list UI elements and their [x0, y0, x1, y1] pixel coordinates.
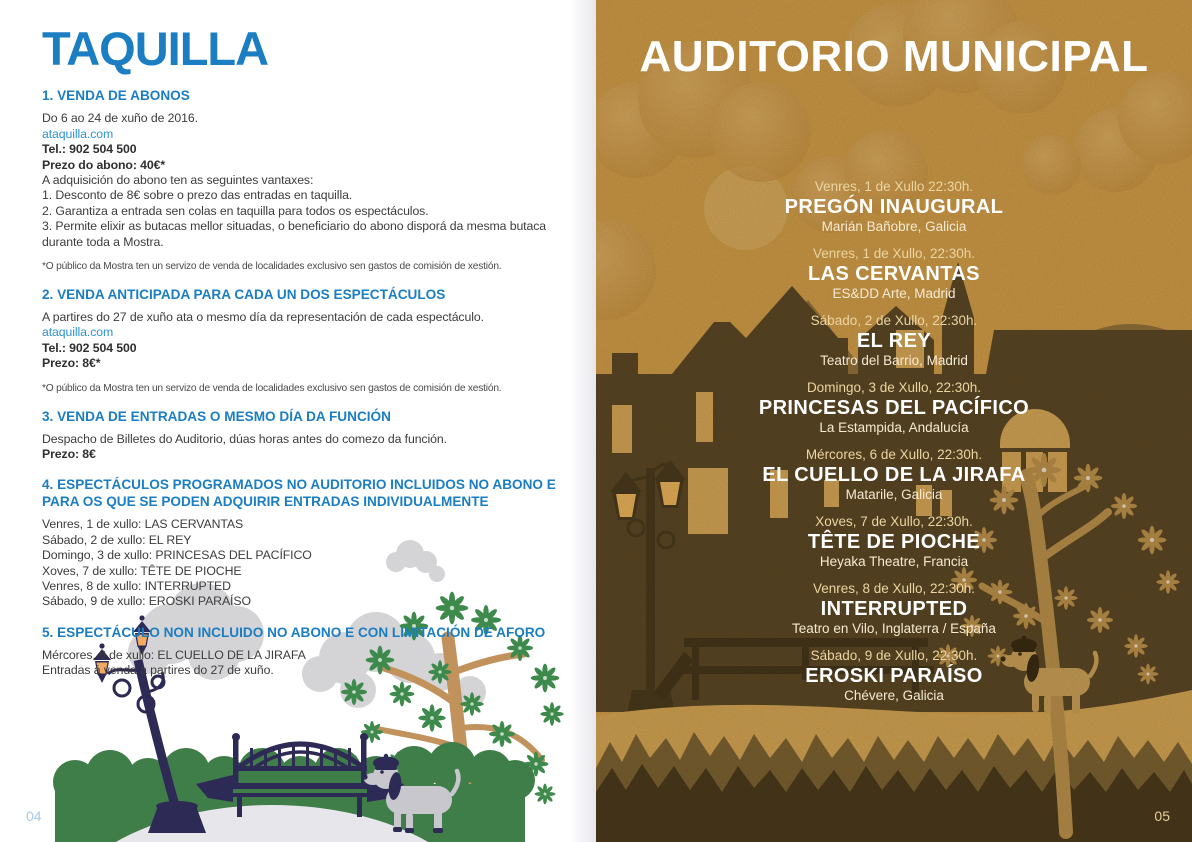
event-company: La Estampida, Andalucía	[819, 420, 969, 435]
text-line: 2. Garantiza a entrada sen colas en taquilla para todos os espectáculos.	[42, 203, 429, 218]
text-line: A partires do 27 de xuño ata o mesmo día da representación de cada espectáculo.	[42, 309, 484, 324]
phone-line: Tel.: 902 504 500	[42, 142, 137, 157]
text-line: Entradas á venda a partires do 27 de xuño.	[42, 663, 274, 678]
price-line: Prezo do abono: 40€*	[42, 157, 166, 172]
page-number-right: 05	[1154, 808, 1170, 824]
show-line: Mércores, 6 de xullo: EL CUELLO DE LA JIRAFA	[42, 647, 306, 662]
footnote: *O público da Mostra ten un servizo de venda de localidades exclusivo sen gastos de comisión de xestión.	[42, 382, 502, 394]
event-date: Sábado, 2 de Xullo, 22:30h.	[810, 313, 978, 328]
event-date: Venres, 8 de Xullo, 22:30h.	[812, 581, 976, 596]
event-el-rey	[596, 312, 1192, 369]
show-line: Xoves, 7 de xullo: TÊTE DE PIOCHE	[42, 563, 242, 578]
section-heading-5: 5. ESPECTÁCULO NON INCLUIDO NO ABONO E CON LIMITACIÓN DE AFORO	[42, 624, 546, 640]
price-line: Prezo: 8€	[42, 446, 96, 461]
event-company: Teatro en Vilo, Inglaterra / España	[792, 621, 996, 636]
page-title-right: AUDITORIO MUNICIPAL	[639, 32, 1149, 81]
text-line: Do 6 ao 24 de xuño de 2016.	[42, 111, 198, 126]
text-line: 3. Permite elixir as butacas mellor situadas, o beneficiario do abono disporá da mesma butaca durante toda a Mostra.	[42, 219, 547, 249]
price-line: Prezo: 8€*	[42, 356, 101, 371]
event-title: INTERRUPTED	[820, 598, 968, 620]
phone-line: Tel.: 902 504 500	[42, 340, 137, 355]
event-title: PREGÓN INAUGURAL	[784, 196, 1004, 218]
show-line: Venres, 8 de xullo: INTERRUPTED	[42, 578, 231, 593]
event-tete-de-pioche	[596, 513, 1192, 570]
event-title: EROSKI PARAÍSO	[805, 665, 983, 687]
event-company: Matarile, Galicia	[845, 487, 943, 502]
show-line: Sábado, 2 de xullo: EL REY	[42, 532, 192, 547]
event-title: EL CUELLO DE LA JIRAFA	[762, 464, 1026, 486]
event-date: Domingo, 3 de Xullo, 22:30h.	[806, 380, 982, 395]
ataquilla-link[interactable]: ataquilla.com	[42, 325, 114, 340]
text-line: Despacho de Billetes do Auditorio, dúas horas antes do comezo da función.	[42, 431, 447, 446]
event-company: ES&DD Arte, Madrid	[832, 286, 956, 301]
page-number-left: 04	[26, 808, 42, 824]
event-list	[596, 178, 1192, 714]
event-pregon-inaugural	[596, 178, 1192, 235]
event-interrupted	[596, 580, 1192, 637]
page-title-left: TAQUILLA	[42, 22, 269, 75]
event-title: TÊTE DE PIOCHE	[807, 531, 981, 553]
event-date: Venres, 1 de Xullo 22:30h.	[814, 179, 974, 194]
text-line: A adquisición do abono ten as seguintes vantaxes:	[42, 172, 314, 187]
event-princesas-del-pacifico	[596, 379, 1192, 436]
event-date: Sábado, 9 de Xullo, 22:30h.	[810, 648, 978, 663]
section-heading-1: 1. VENDA DE ABONOS	[42, 88, 190, 104]
show-line: Sábado, 9 de xullo: EROSKI PARAÍSO	[42, 594, 251, 609]
event-title: PRINCESAS DEL PACÍFICO	[758, 397, 1030, 419]
page-gutter-shadow	[570, 0, 596, 842]
taquilla-info	[42, 24, 566, 679]
show-line: Venres, 1 de xullo: LAS CERVANTAS	[42, 517, 244, 532]
section-heading-2: 2. VENDA ANTICIPADA PARA CADA UN DOS ESPECTÁCULOS	[42, 286, 446, 302]
text-line: 1. Desconto de 8€ sobre o prezo das entradas en taquilla.	[42, 188, 353, 203]
section-heading-3: 3. VENDA DE ENTRADAS O MESMO DÍA DA FUNCIÓN	[42, 408, 391, 424]
event-title: LAS CERVANTAS	[808, 263, 980, 285]
event-company: Marián Bañobre, Galicia	[821, 219, 967, 234]
event-eroski-paraiso	[596, 647, 1192, 704]
event-el-cuello-de-la-jirafa	[596, 446, 1192, 503]
section-heading-4: 4. ESPECTÁCULOS PROGRAMADOS NO AUDITORIO INCLUIDOS NO ABONO E PARA OS QUE SE PODEN ADQUIRIR ENTRADAS INDIVIDUALMENTE	[42, 477, 556, 510]
page-auditorio	[596, 0, 1192, 842]
event-las-cervantas	[596, 245, 1192, 302]
event-company: Chévere, Galicia	[844, 688, 944, 703]
event-date: Xoves, 7 de Xullo, 22:30h.	[815, 514, 973, 529]
footnote: *O público da Mostra ten un servizo de venda de localidades exclusivo sen gastos de comisión de xestión.	[42, 260, 502, 272]
event-company: Teatro del Barrio, Madrid	[820, 353, 968, 368]
event-company: Heyaka Theatre, Francia	[819, 554, 969, 569]
show-line: Domingo, 3 de xullo: PRINCESAS DEL PACÍFICO	[42, 548, 312, 563]
ataquilla-link[interactable]: ataquilla.com	[42, 126, 114, 141]
event-date: Venres, 1 de Xullo, 22:30h.	[812, 246, 976, 261]
event-date: Mércores, 6 de Xullo, 22:30h.	[805, 447, 983, 462]
event-title: EL REY	[856, 330, 932, 352]
